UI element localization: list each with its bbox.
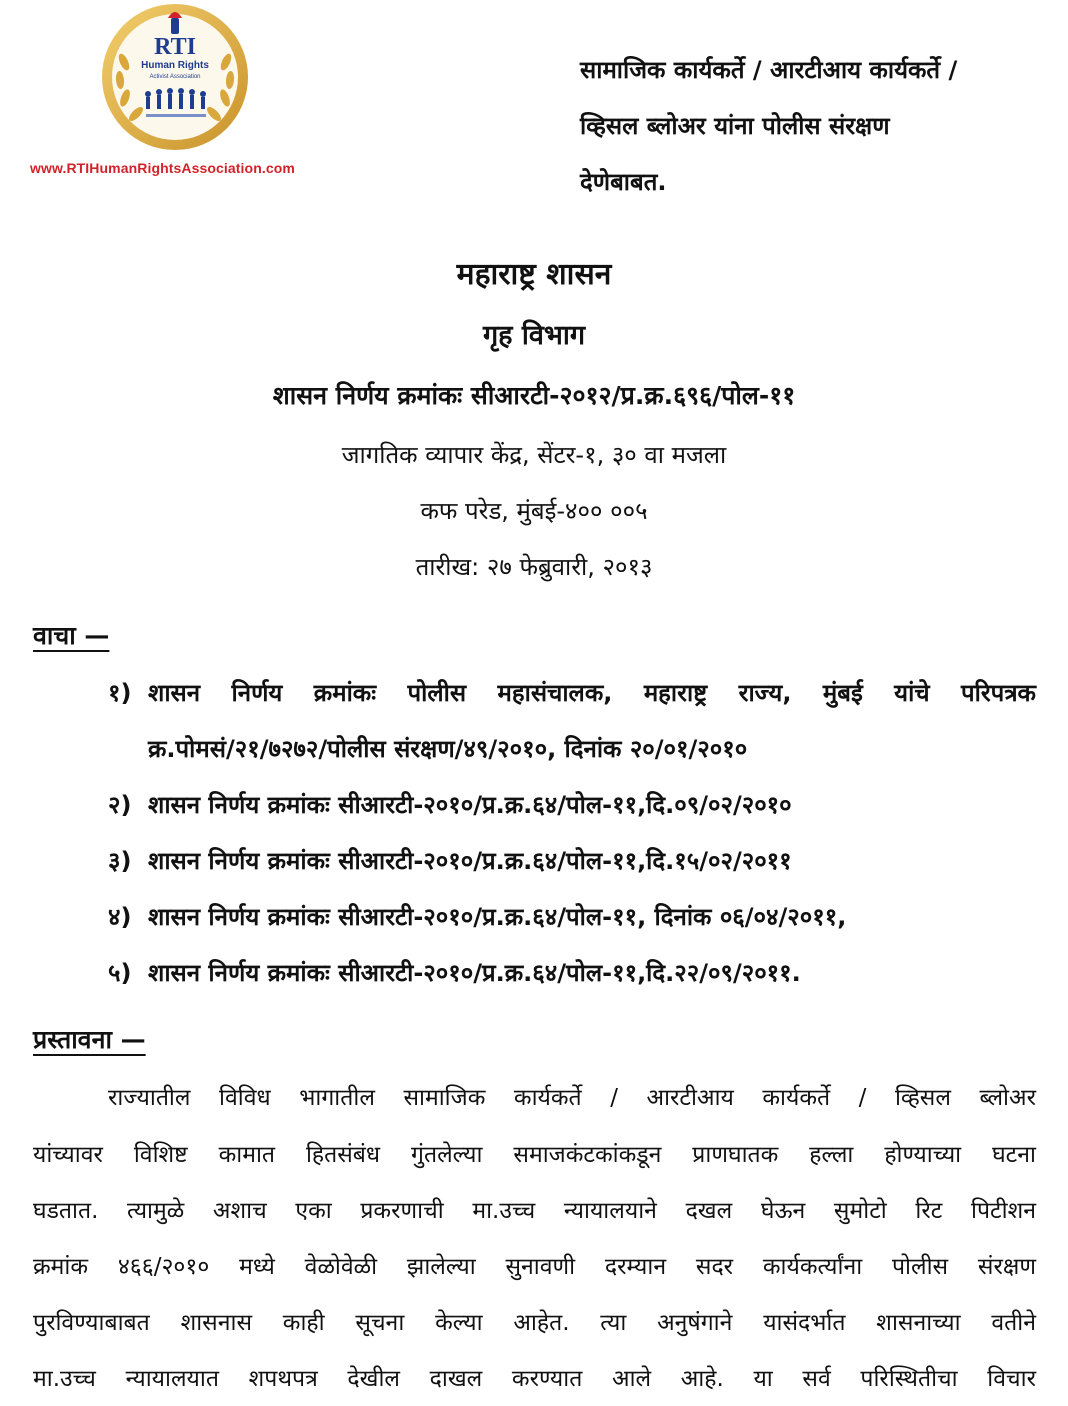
reference-number: ३)	[108, 847, 132, 875]
logo-title: RTI	[154, 34, 196, 60]
logo-underline	[146, 114, 206, 117]
reference-text: शासन निर्णय क्रमांकः सीआरटी-२०१०/प्र.क्र.६४/पोल-११,दि.२२/०९/२०११.	[148, 959, 801, 987]
preamble-line: क्रमांक ४६६/२०१० मध्ये वेळोवेळी झालेल्या सुनावणी दरम्यान सदर कार्यकर्त्यांना पोलीस संरक्षण	[33, 1254, 1036, 1280]
reference-item	[108, 956, 1043, 989]
reference-number: ५)	[108, 959, 132, 987]
reference-item	[108, 900, 1043, 933]
gr-number: शासन निर्णय क्रमांकः सीआरटी-२०१२/प्र.क्र.६९६/पोल-११	[272, 381, 796, 410]
preamble-heading: प्रस्तावना —	[33, 1025, 146, 1054]
preamble-line: राज्यातील विविध भागातील सामाजिक कार्यकर्ते / आरटीआय कार्यकर्ते / व्हिसल ब्लोअर	[108, 1085, 1036, 1111]
subject-line: देणेबाबत.	[580, 168, 667, 196]
address-line-1: जागतिक व्यापार केंद्र, सेंटर-१, ३० वा मजला	[341, 441, 727, 469]
preamble-line: यांच्यावर विशिष्ट कामात हितसंबंध गुंतलेल्या समाजकंटकांकडून प्राणघातक हल्ला होण्याच्या घटना	[33, 1142, 1036, 1168]
rti-logo	[96, 2, 254, 152]
reference-text: शासन निर्णय क्रमांकः पोलीस महासंचालक, महाराष्ट्र राज्य, मुंबई यांचे परिपत्रक	[148, 679, 1036, 707]
subject-block	[580, 42, 1050, 210]
reference-number: १)	[108, 679, 132, 707]
rti-logo-emblem	[96, 2, 254, 152]
subject-line: सामाजिक कार्यकर्ते / आरटीआय कार्यकर्ते /	[580, 56, 958, 84]
preamble-line: घडतात. त्यामुळे अशाच एका प्रकरणाची मा.उच्च न्यायालयाने दखल घेऊन सुमोटो रिट पिटीशन	[33, 1198, 1036, 1224]
document-date: तारीख: २७ फेब्रुवारी, २०१३	[415, 553, 653, 581]
reference-item	[108, 788, 1043, 821]
preamble-line: मा.उच्च न्यायालयात शपथपत्र देखील दाखल करण्यात आले आहे. या सर्व परिस्थितीचा विचार	[33, 1366, 1036, 1392]
reference-text: शासन निर्णय क्रमांकः सीआरटी-२०१०/प्र.क्र.६४/पोल-११,दि.०९/०२/२०१०	[148, 791, 792, 819]
reference-item	[108, 844, 1043, 877]
government-title: महाराष्ट्र शासन	[456, 257, 612, 292]
reference-text: शासन निर्णय क्रमांकः सीआरटी-२०१०/प्र.क्र.६४/पोल-११, दिनांक ०६/०४/२०११,	[148, 903, 847, 931]
reference-number: २)	[108, 791, 132, 819]
logo-line1: Human Rights	[141, 60, 209, 71]
read-heading: वाचा —	[33, 621, 110, 650]
logo-website: www.RTIHumanRightsAssociation.com	[30, 160, 295, 176]
reference-number: ४)	[108, 903, 132, 931]
reference-text: शासन निर्णय क्रमांकः सीआरटी-२०१०/प्र.क्र.६४/पोल-११,दि.१५/०२/२०११	[148, 847, 792, 875]
subject-line: व्हिसल ब्लोअर यांना पोलीस संरक्षण	[580, 112, 890, 140]
address-line-2: कफ परेड, मुंबई-४०० ००५	[420, 497, 648, 525]
reference-item	[108, 676, 1036, 709]
preamble-line: पुरविण्याबाबत शासनास काही सूचना केल्या आहेत. त्या अनुषंगाने यासंदर्भात शासनाच्या वतीने	[33, 1310, 1036, 1336]
department-title: गृह विभाग	[482, 320, 586, 351]
logo-line2: Activist Association	[149, 74, 201, 80]
reference-item-continued: क्र.पोमसं/२१/७२७२/पोलीस संरक्षण/४९/२०१०, दिनांक २०/०१/२०१०	[148, 735, 748, 763]
